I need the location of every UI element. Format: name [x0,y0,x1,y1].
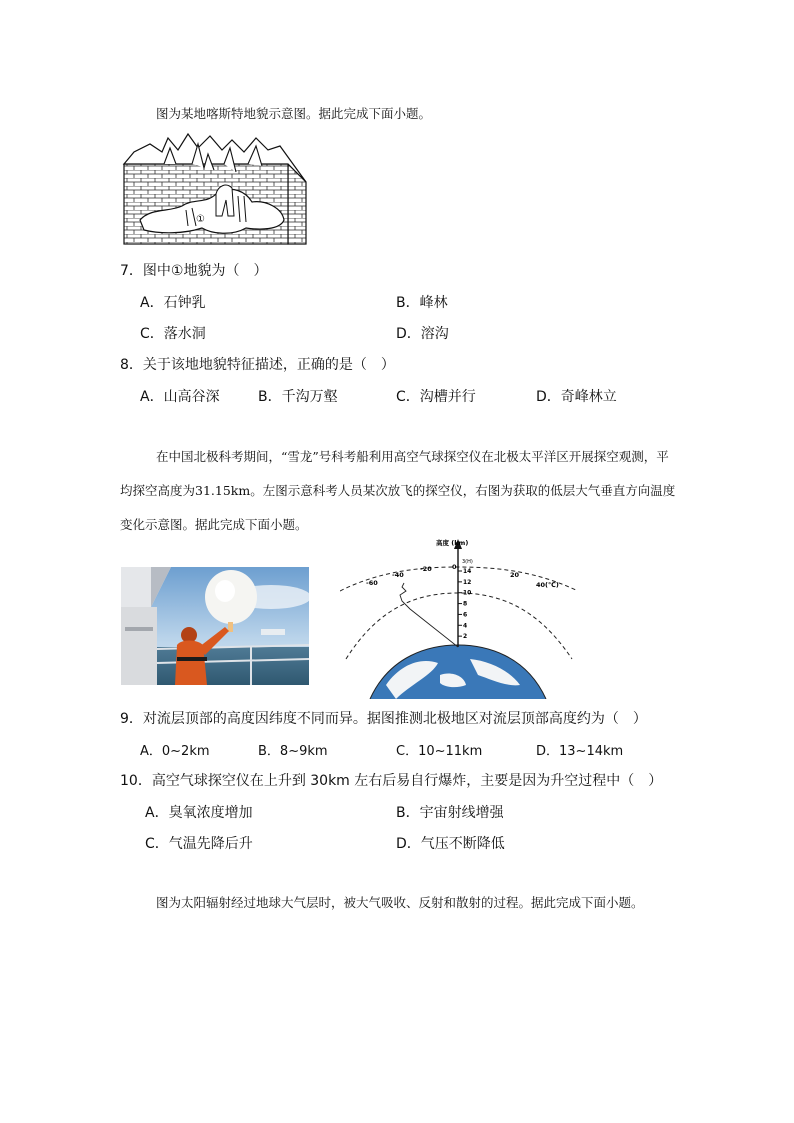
q7-option-a[interactable]: A．石钟乳 [140,295,206,311]
temperature-altitude-chart [340,535,584,699]
chart-tick-label: 10 [463,589,472,597]
chart-ticks [458,568,471,640]
q9-option-a[interactable]: A．0~2km [140,744,210,759]
question-8-stem: 8．关于该地地貌特征描述，正确的是（ ） [120,357,395,373]
temp-label-2: -40 [392,571,404,579]
q8-option-b[interactable]: B．千沟万壑 [258,389,338,405]
section1-intro: 图为某地喀斯特地貌示意图。据此完成下面小题。 [156,106,432,121]
chart-tick-label: 8 [463,600,468,608]
chart-tick-label: 4 [463,622,468,630]
q7-option-c[interactable]: C．落水洞 [140,326,206,342]
temp-label-6: 40(℃) [536,581,559,589]
question-7-options [140,292,640,354]
q9-option-d[interactable]: D．13~14km [536,744,624,759]
karst-diagram [120,130,310,248]
chart-tick-label: 6 [463,611,468,619]
question-10-stem: 10．高空气球探空仪在上升到 30km 左右后易自行爆炸，主要是因为升空过程中（ ） [120,773,663,789]
temp-label-3: -20 [420,565,432,573]
q10-option-d[interactable]: D．气压不断降低 [396,836,505,852]
question-8-options [140,386,640,417]
chart-tick-label: 12 [463,578,472,586]
temp-label-5: 20 [510,571,520,579]
q8-option-c[interactable]: C．沟槽并行 [396,389,476,405]
q10-option-b[interactable]: B．宇宙射线增强 [396,805,504,821]
balloon-launch-photo [121,567,309,685]
q7-option-b[interactable]: B．峰林 [396,295,448,311]
temperature-curve [400,583,458,647]
q8-option-d[interactable]: D．奇峰林立 [536,389,617,405]
q8-option-a[interactable]: A．山高谷深 [140,389,220,405]
question-9-stem: 9．对流层顶部的高度因纬度不同而异。据图推测北极地区对流层顶部高度约为（ ） [120,711,647,727]
chart-axis-title: 高度 (km) [436,539,469,547]
q9-option-c[interactable]: C．10~11km [396,744,483,759]
temp-label-1: -60 [366,579,378,587]
chart-tick-label: 14 [463,568,472,575]
section3-intro: 图为太阳辐射经过地球大气层时，被大气吸收、反射和散射的过程。据此完成下面小题。 [156,895,644,910]
question-10-options [145,802,645,864]
section2-intro: 在中国北极科考期间，“雪龙”号科考船利用高空气球探空仪在北极太平洋区开展探空观测，平均探空高度为31.15km。左图示意科考人员某次放飞的探空仪，右图为获取的低层大气垂直方向温度变化示意图。据此完成下面小题。 [120,449,676,532]
question-7-stem: 7．图中①地貌为（ ） [120,263,268,279]
q9-option-b[interactable]: B．8~9km [258,744,328,759]
chart-top-tick: 3(H) [462,559,473,565]
chart-tick-label: 2 [463,633,468,641]
temp-label-4: 0 [452,563,457,571]
figure-marker: ① [196,214,205,225]
question-9-options [140,740,640,771]
q10-option-c[interactable]: C．气温先降后升 [145,836,253,852]
q7-option-d[interactable]: D．溶沟 [396,326,449,342]
q10-option-a[interactable]: A．臭氧浓度增加 [145,805,253,821]
